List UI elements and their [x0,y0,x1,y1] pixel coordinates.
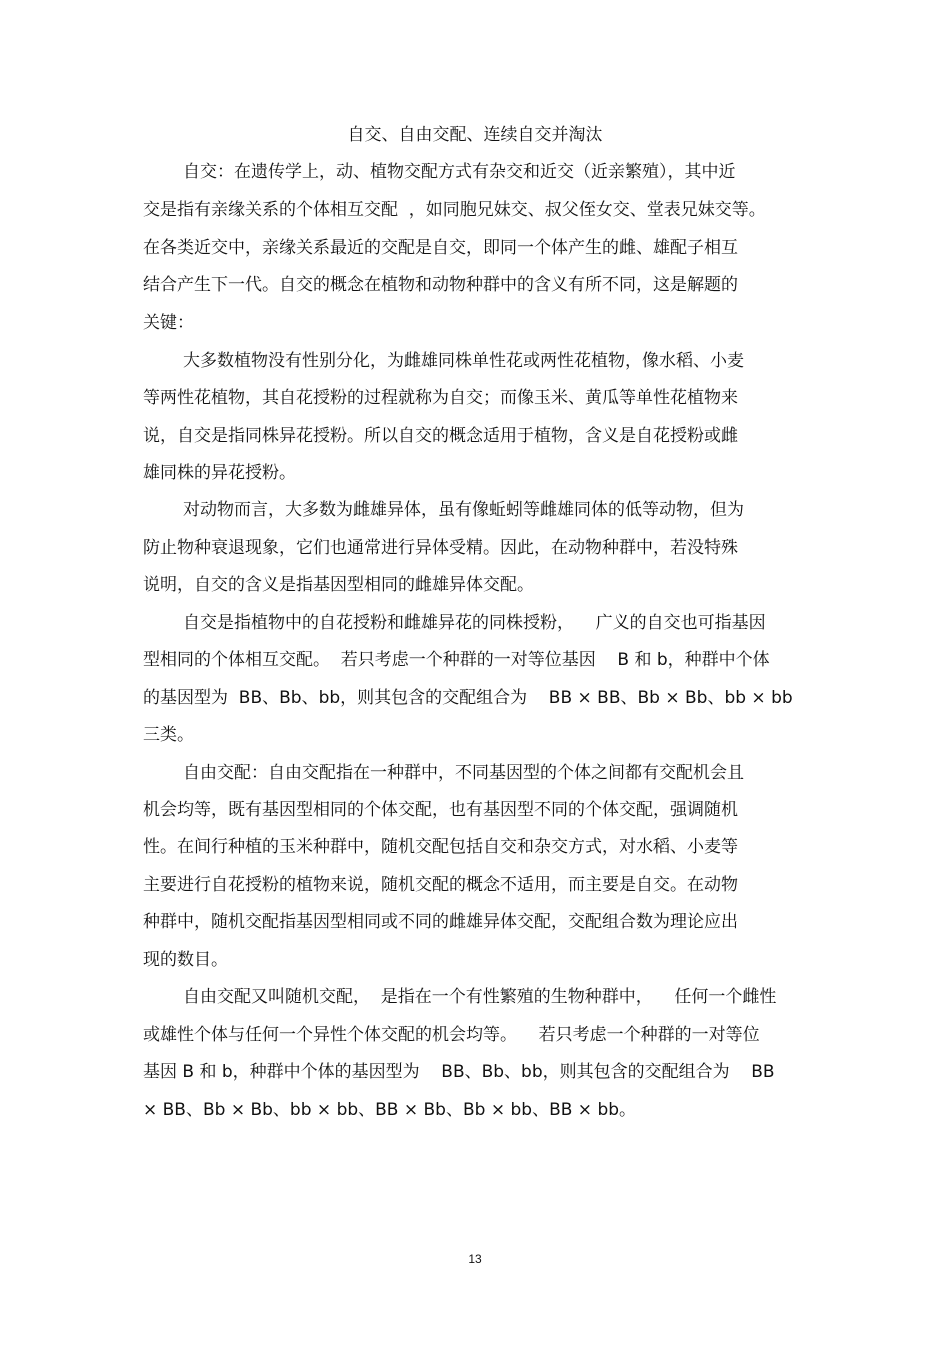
text-line: 机会均等，既有基因型相同的个体交配，也有基因型不同的个体交配，强调随机 [143,800,738,820]
text-line: 说明，自交的含义是指基因型相同的雌雄异体交配。 [143,575,534,595]
text-line: 自由交配：自由交配指在一种群中，不同基因型的个体之间都有交配机会且 [183,763,744,783]
page-title: 自交、自由交配、连续自交并淘汰 [347,125,603,145]
text-line: 现的数目。 [143,950,228,970]
text-line: 交是指有亲缘关系的个体相互交配 ，如同胞兄妹交、叔父侄女交、堂表兄妹交等。 [143,200,766,220]
text-line: 防止物种衰退现象，它们也通常进行异体受精。因此，在动物种群中，若没特殊 [143,538,738,558]
text-line: 在各类近交中，亲缘关系最近的交配是自交，即同一个体产生的雌、雄配子相互 [143,238,738,258]
text-line: 种群中，随机交配指基因型相同或不同的雌雄异体交配，交配组合数为理论应出 [143,912,738,932]
text-line: 三类。 [143,725,194,745]
text-line: 性。在间行种植的玉米种群中，随机交配包括自交和杂交方式，对水稻、小麦等 [143,837,738,857]
text-line: 自交：在遗传学上，动、植物交配方式有杂交和近交（近亲繁殖），其中近 [183,162,736,182]
text-line: 或雄性个体与任何一个异性个体交配的机会均等。 若只考虑一个种群的一对等位 [143,1025,760,1045]
text-line: 型相同的个体相互交配。 若只考虑一个种群的一对等位基因 B 和 b，种群中个体 [143,650,770,670]
page-number: 13 [468,1252,482,1266]
text-line: 自交是指植物中的自花授粉和雌雄异花的同株授粉， 广义的自交也可指基因 [183,613,766,633]
text-line: 等两性花植物，其自花授粉的过程就称为自交；而像玉米、黄瓜等单性花植物来 [143,388,738,408]
text-line: 说，自交是指同株异花授粉。所以自交的概念适用于植物，含义是自花授粉或雌 [143,426,738,446]
text-line: 对动物而言，大多数为雌雄异体，虽有像蚯蚓等雌雄同体的低等动物，但为 [183,500,744,520]
text-line: 的基因型为 BB、Bb、bb，则其包含的交配组合为 BB × BB、Bb × Bb、bb × bb [143,688,793,708]
text-line: × BB、Bb × Bb、bb × bb、BB × Bb、Bb × bb、BB × bb。 [143,1100,637,1120]
text-line: 主要进行自花授粉的植物来说，随机交配的概念不适用，而主要是自交。在动物 [143,875,738,895]
text-line: 自由交配又叫随机交配， 是指在一个有性繁殖的生物种群中， 任何一个雌性 [183,987,777,1007]
text-line: 雄同株的异花授粉。 [143,463,296,483]
text-line: 结合产生下一代。自交的概念在植物和动物种群中的含义有所不同，这是解题的 [143,275,738,295]
text-line: 基因 B 和 b，种群中个体的基因型为 BB、Bb、bb，则其包含的交配组合为 BB [143,1062,775,1082]
text-line: 关键： [143,313,194,333]
text-line: 大多数植物没有性别分化，为雌雄同株单性花或两性花植物，像水稻、小麦 [183,351,744,371]
